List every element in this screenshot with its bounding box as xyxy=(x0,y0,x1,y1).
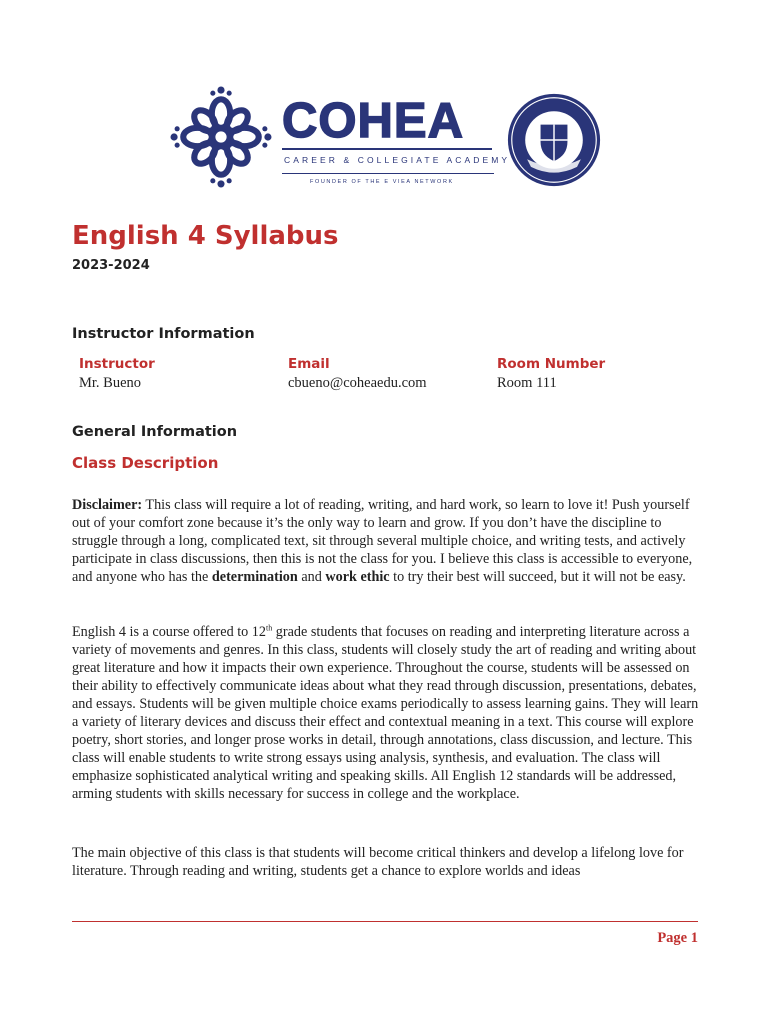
cohea-wordmark xyxy=(282,94,511,185)
room-label: Room Number xyxy=(497,356,606,372)
email-value: cbueno@coheaedu.com xyxy=(288,375,427,391)
instructor-column xyxy=(79,354,279,393)
disclaimer-text-1: This class will require a lot of reading, writing, and hard work, so learn to love it! Push yourself out of your comfort zone because it’s the only way to learn and grow. If you don’t have the discipline to struggle through a long, complicated text, sit through several multiple choice, and writing tests, and actively participate in class discussions, then this is not the class for you. I believe this class is accessible to everyone, and anyone who has the xyxy=(72,497,693,585)
footer-divider xyxy=(72,921,698,922)
disclaimer-text-3: to try their best will succeed, but it will not be easy. xyxy=(389,569,686,585)
page-number: Page 1 xyxy=(657,930,698,946)
class-description-heading: Class Description xyxy=(72,454,219,472)
course-text-2: grade students that focuses on reading and interpreting literature across a variety of movements and genres. In this class, students will closely study the art of reading and writing about great literature and how it impacts their own experience. Throughout the course, students will be assessed on their ability to effectively communicate ideas about what they read through discussion, presentations, debates, and essays. Students will be given multiple choice exams periodically to assess learning gains. They will learn a variety of literary devices and discuss their effect and contextual meaning in a text. This course will explore poetry, short stories, and longer prose works in detail, through annotations, class discussion, and lecture. This class will enable students to write strong essays using analysis, synthesis, and evaluation. The class will emphasize sophisticated analytical writing and speaking skills. All English 12 standards will be addressed, arming students with skills necessary for success in college and the workplace. xyxy=(72,624,699,802)
disclaimer-label: Disclaimer: xyxy=(72,497,143,513)
general-info-heading: General Information xyxy=(72,424,238,440)
objective-paragraph: The main objective of this class is that students will become critical thinkers and develop a lifelong love for literature. Through reading and writing, students get a chance to explore worlds and ideas xyxy=(72,845,684,879)
academy-name: CAREER & COLLEGIATE ACADEMY xyxy=(284,155,511,165)
wordmark-text: COHEA xyxy=(282,94,464,148)
course-text-1: English 4 is a course offered to 12 xyxy=(72,624,266,640)
course-description-paragraph xyxy=(72,623,702,803)
disclaimer-paragraph xyxy=(72,496,702,586)
school-year: 2023-2024 xyxy=(72,258,150,273)
room-column xyxy=(497,354,697,393)
disclaimer-text-2: and xyxy=(297,569,326,585)
wordmark-divider xyxy=(282,148,492,150)
page-title: English 4 Syllabus xyxy=(72,221,339,251)
cohea-seal-icon xyxy=(506,92,602,188)
room-value: Room 111 xyxy=(497,375,557,391)
wordmark-divider-thin xyxy=(282,173,494,174)
disclaimer-bold-work-ethic: work ethic xyxy=(325,569,390,585)
instructor-info-heading: Instructor Information xyxy=(72,326,255,342)
email-label: Email xyxy=(288,356,330,372)
course-superscript: th xyxy=(265,623,273,633)
instructor-value: Mr. Bueno xyxy=(79,375,142,391)
founder-line: FOUNDER OF THE E VIEA NETWORK xyxy=(310,179,454,185)
cohea-flower-logo-icon xyxy=(170,86,272,188)
email-column xyxy=(288,354,488,393)
page-header xyxy=(0,84,770,194)
instructor-label: Instructor xyxy=(79,356,155,372)
disclaimer-bold-determination: determination xyxy=(211,569,298,585)
